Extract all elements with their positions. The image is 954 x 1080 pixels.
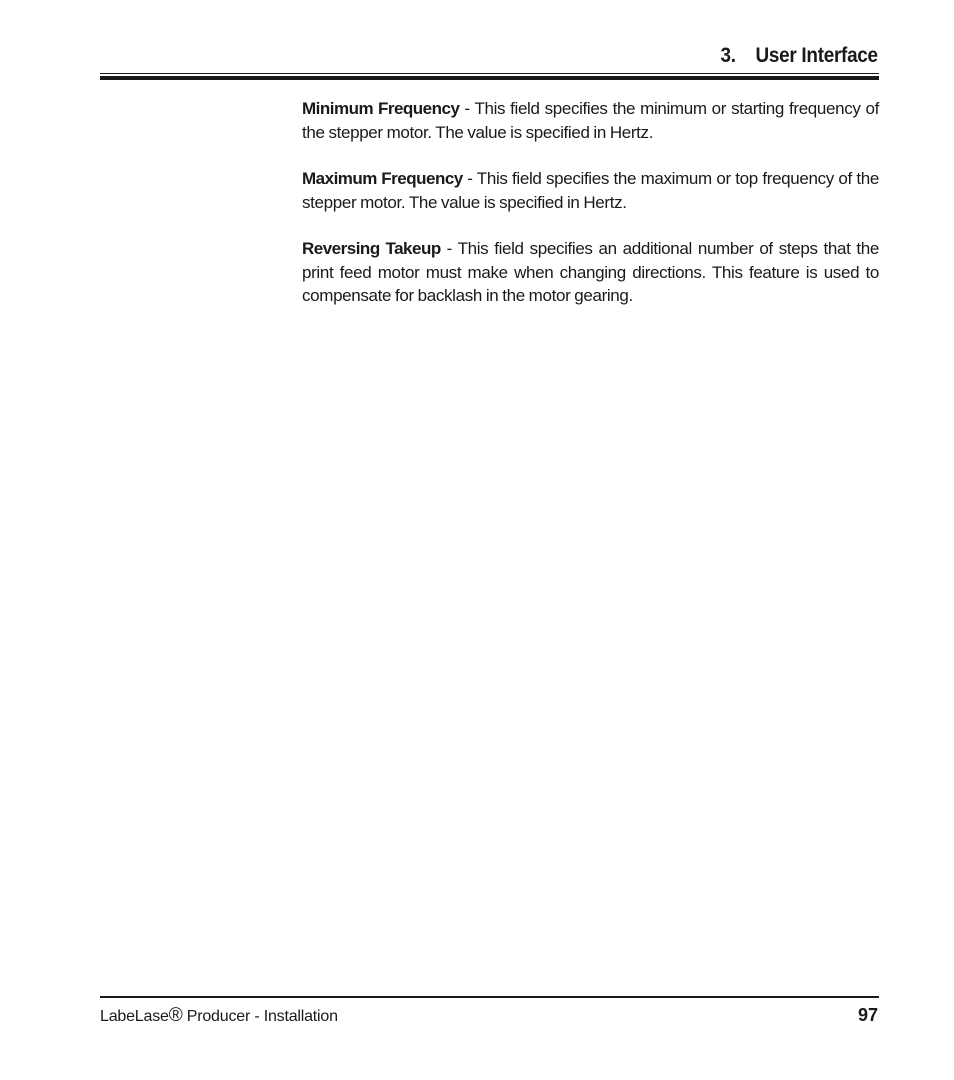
header-rule-thick xyxy=(100,76,879,80)
section-header xyxy=(721,44,878,68)
definition-maximum-frequency xyxy=(302,167,879,214)
definition-term: Minimum Frequency xyxy=(302,99,460,118)
definition-minimum-frequency xyxy=(302,97,879,144)
product-name: LabeLase xyxy=(100,1008,169,1025)
definition-reversing-takeup xyxy=(302,237,879,308)
definition-term: Maximum Frequency xyxy=(302,169,463,188)
section-number: 3. xyxy=(720,44,736,67)
definition-description: - This field specifies the minimum or starting frequency of the stepper motor. The value is specified in Hertz. xyxy=(302,99,879,142)
definition-description: - This field specifies an additional number of steps that the print feed motor must make when changing directions. This feature is used to compensate for backlash in the motor gearing. xyxy=(302,239,879,305)
definition-description: - This field specifies the maximum or top frequency of the stepper motor. The value is specified in Hertz. xyxy=(302,169,880,212)
header-rule-thin xyxy=(100,73,879,74)
page-number: 97 xyxy=(857,1005,878,1025)
definition-term: Reversing Takeup xyxy=(302,239,441,258)
definitions-list xyxy=(302,97,879,331)
section-title: User Interface xyxy=(755,44,878,67)
registered-mark: ® xyxy=(168,1005,183,1026)
footer-product xyxy=(100,1005,338,1027)
footer-rule xyxy=(100,996,879,998)
product-suffix: Producer - Installation xyxy=(182,1008,338,1025)
